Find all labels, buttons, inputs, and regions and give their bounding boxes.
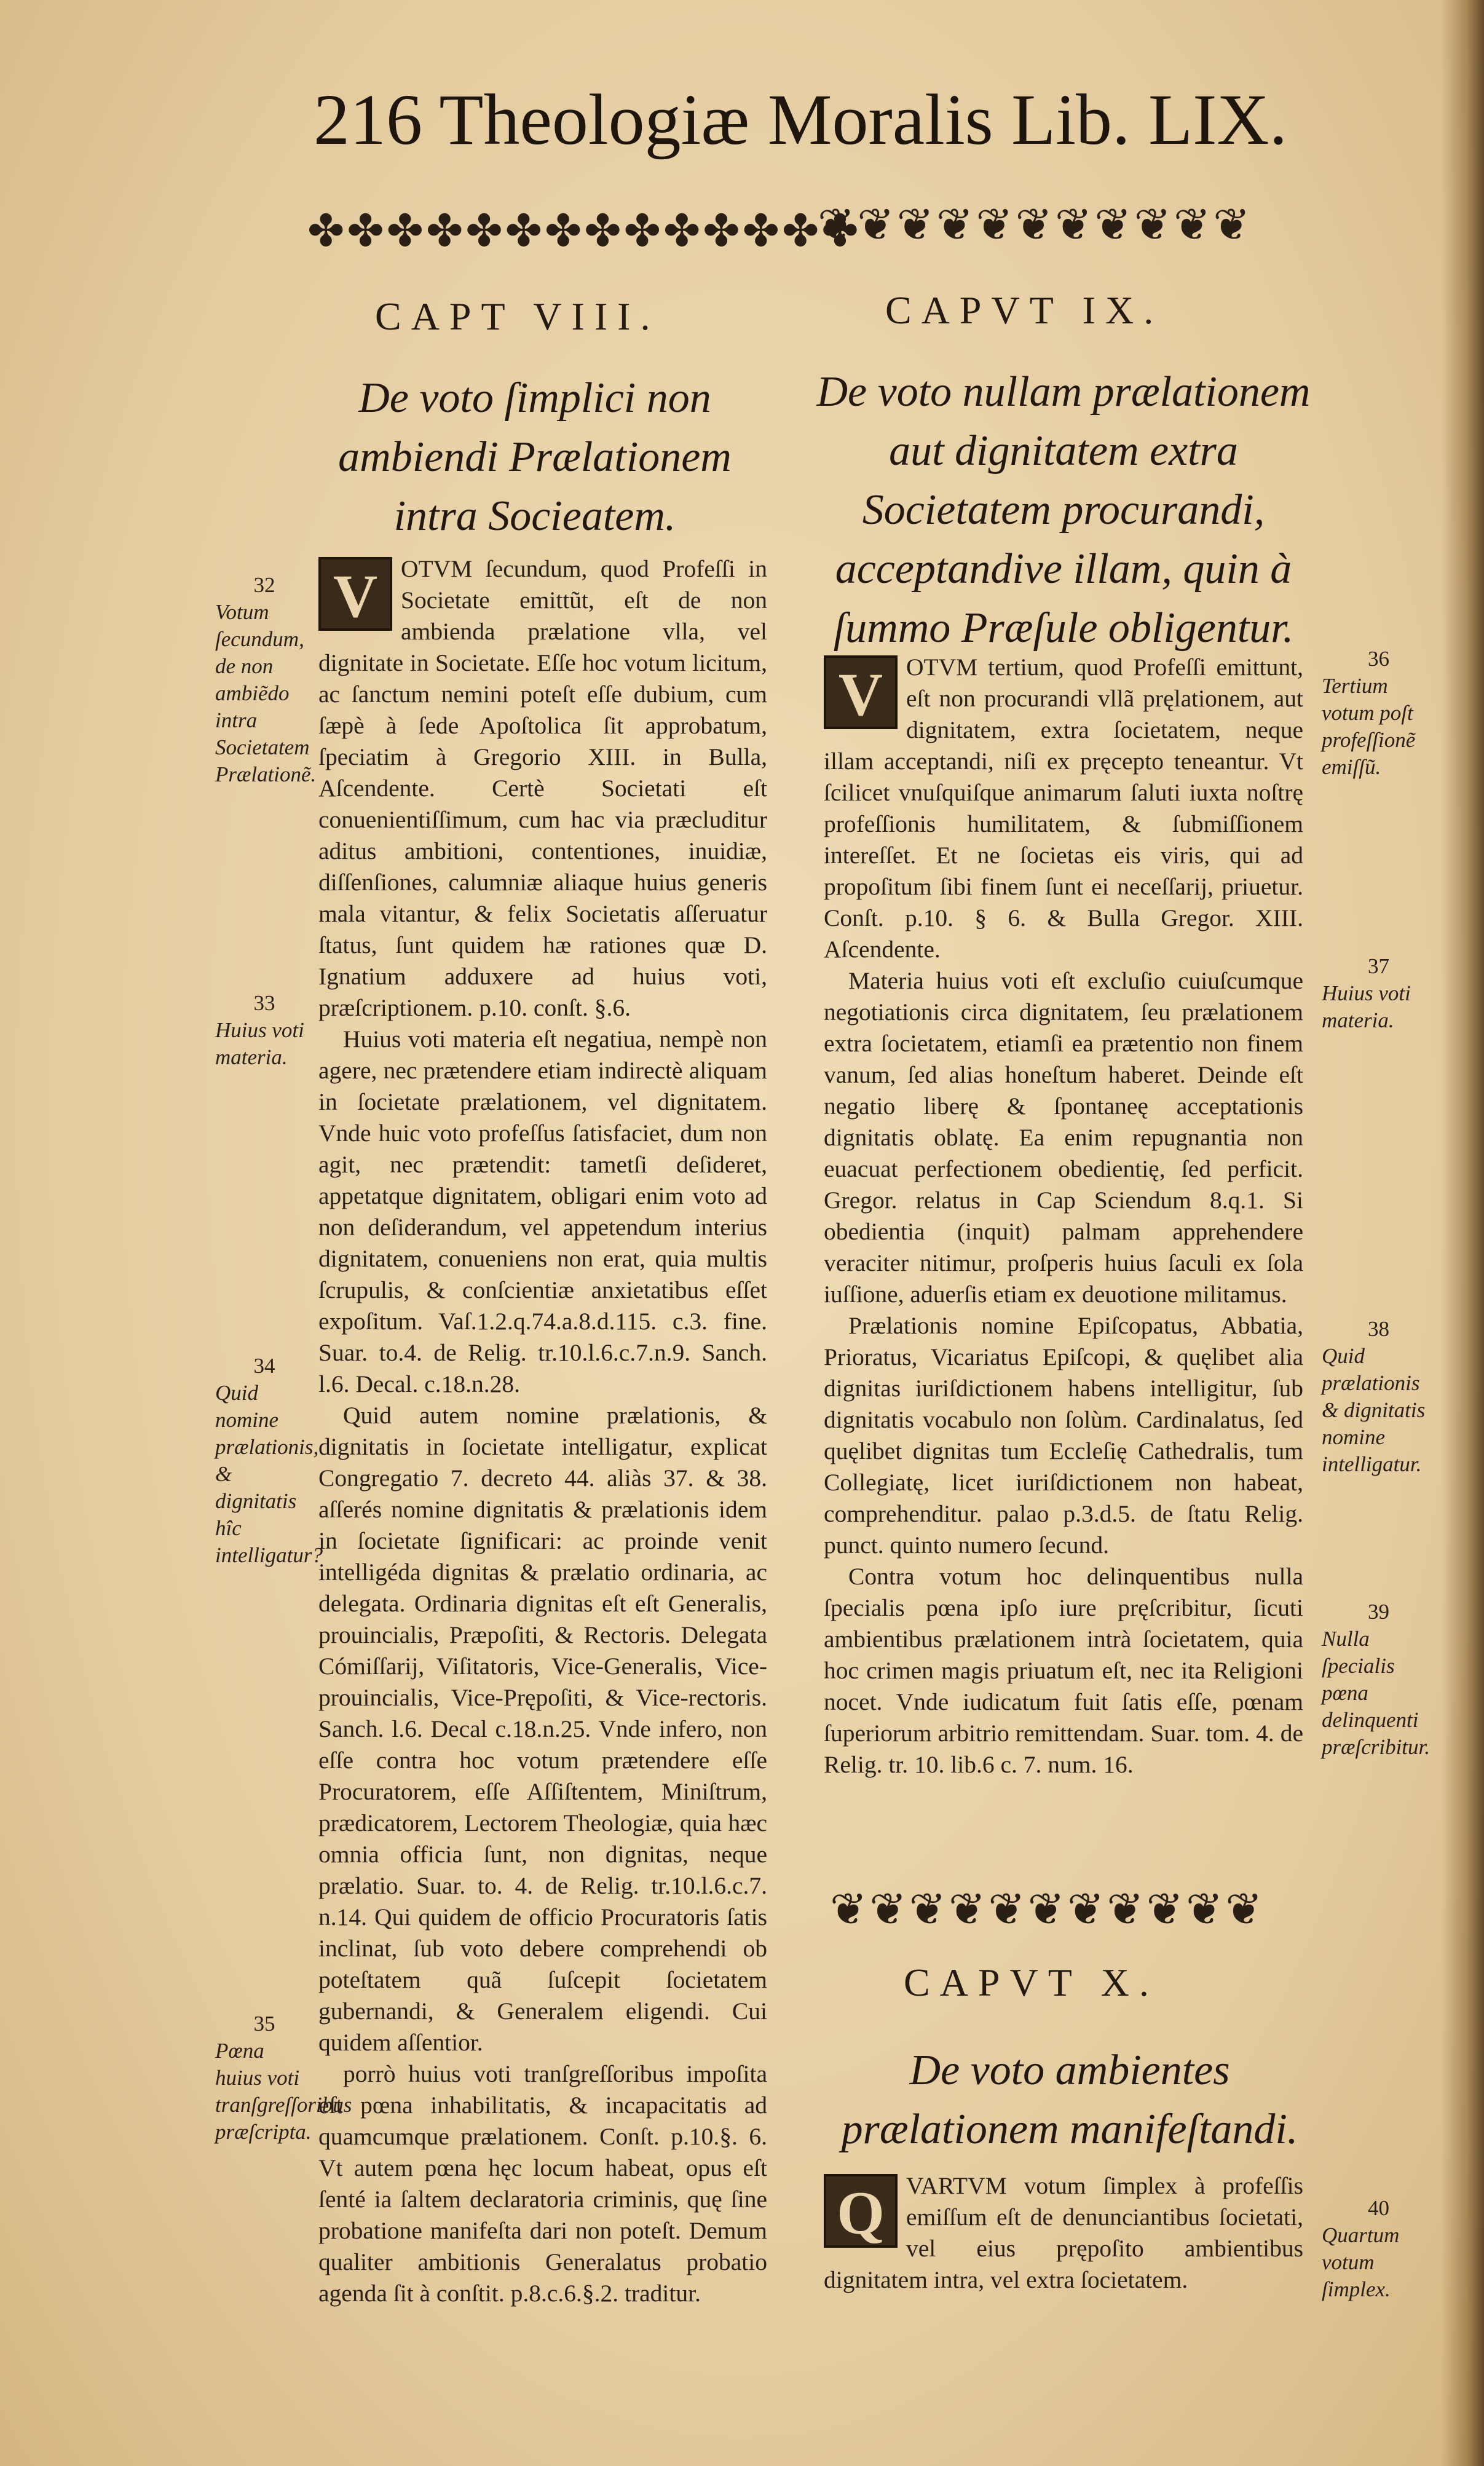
drop-cap-initial: Q — [824, 2174, 898, 2248]
margin-note-38: 38 Quid prælationis & dignitatis nomine intelligatur. — [1322, 1317, 1426, 1476]
chapter-10-subtitle: De voto ambientes prælationem manifeſtandi. — [841, 2047, 1298, 2153]
margin-note-33: 33 Huius voti materia. — [215, 991, 304, 1069]
chapter-10-body — [824, 2170, 1303, 2355]
drop-cap-initial: V — [318, 557, 392, 631]
chapter-9-paragraph: Contra votum hoc delinquentibus nulla ſpecialis pœna ipſo iure pręſcribitur, ſicuti ambientibus prælationem intrà ſocietatem, quia hoc crimen magis priuatum eſt, nec ita Religioni nocet. Vnde iudicatum fuit ſatis eſſe, pœnam ſuperiorum arbitrio remittendam. Suar. tom. 4. de Relig. tr. 10. lib.6 c. 7. num. 16. — [824, 1563, 1303, 1778]
chapter-9-paragraph: Prælationis nomine Epiſcopatus, Abbatia, Prioratus, Vicariatus Epiſcopi, & quęlibet alia dignitas iuriſdictionem habens intelligitur, ſub dignitatis vocabulo non ſolùm. Cardinalatus, ſed quęlibet dignitas tum Eccleſię Cathedralis, tum Collegiatę, licet iuriſdictionem non habeat, comprehenditur. palao p.3.d.5. de ſtatu Relig. punct. quinto numero ſecund. — [824, 1312, 1303, 1559]
margin-note-39: 39 Nulla ſpecialis pœna delinquenti præſcribitur. — [1322, 1600, 1431, 1759]
chapter-8-heading: CAPT VIII. — [375, 294, 660, 338]
chapter-8-body — [318, 553, 767, 2307]
ornament-band-right: ❦❦❦❦❦❦❦❦❦❦❦ — [818, 199, 1253, 250]
margin-note-32: 32 Votum ſecundum, de non ambiẽdo intra Societatem Prælationẽ. — [215, 573, 317, 786]
chapter-8-subtitle: De voto ſimplici non ambiendi Prælationem intra Socieatem. — [338, 374, 732, 540]
chapter-10-paragraph: Q VARTVM votum ſimplex à profeſſis emiſſum eſt de denunciantibus ſocietati, vel eius prępoſito ambientibus dignitatem intra, vel extra ſocietatem. — [824, 2172, 1303, 2293]
chapter-8-paragraph: V OTVM ſecundum, quod Profeſſi in Societate emittũt, eſt de non ambienda prælatione vlla, vel dignitate in Societate. Eſſe hoc votum licitum, ac ſanctum nemini poteſt eſſe dubium, cum ſæpè à ſede Apoſtolica ſit approbatum, ſpeciatim à Gregorio XIII. in Bulla, Aſcendente. Certè Societati eſt conuenientiſſimum, cum hac via præcluditur aditus ambitioni, contentiones, inuidiæ, diſſenſiones, calumniæ aliaque huius generis mala vitantur, & felix Societatis aſſeruatur ſtatus, ſunt quidem hæ rationes quæ D. Ignatium adduxere ad huius voti, præſcriptionem. p.10. conſt. §.6. — [318, 555, 767, 1021]
page-gutter-shadow — [1441, 0, 1484, 2466]
ornament-band-middle: ❦❦❦❦❦❦❦❦❦❦❦ — [830, 1883, 1265, 1935]
chapter-8-paragraph: Huius voti materia eſt negatiua, nempè non agere, nec prætendere etiam indirectè aliquam in ſocietate prælationem, vel dignitatem. Vnde huic voto profeſſus ſatisfaciet, dum non agit, nec prætendit: tametſi deſideret, appetatque dignitatem, obligari enim voto ad non deſiderandum, vel appetendum interius dignitatem, conueniens non erat, quia multis ſcrupulis, & conſcientiæ anxietatibus eſſet expoſitum. Vaſ.1.2.q.74.a.8.d.115. c.3. fine. Suar. to.4. de Relig. tr.10.l.6.c.7.n.9. Sanch. l.6. Decal. c.18.n.28. — [318, 1026, 767, 1397]
chapter-9-paragraph: Materia huius voti eſt excluſio cuiuſcumque negotiationis circa dignitatem, ſeu prælationem extra ſocietatem, etiamſi ea prætentio non finem vanum, ſed alias honeſtum haberet. Deinde eſt negatio liberę & ſpontaneę acceptationis dignitatis oblatę. Ea enim repugnantia non euacuat perfectionem obedientię, ſed perficit. Gregor. relatus in Cap Sciendum 8.q.1. Si obedientia (inquit) palmam apprehendere veraciter nitimur, proſperis huius ſaculi ex ſola iuſſione, aduerſis etiam ex deuotione militamus. — [824, 967, 1303, 1308]
chapter-8-paragraph: porrò huius voti tranſgreſſoribus impoſita eſt pœna inhabilitatis, & incapacitatis ad quamcumque prælationem. Conſt. p.10.§. 6. Vt autem pœna hęc locum habeat, opus eſt ſenté ia ſaltem declaratoria criminis, quę ſine probatione manifeſta dari non poteſt. Demum qualiter ambitionis Generalatus probatio agenda ſit à conſtit. p.8.c.6.§.2. traditur. — [318, 2060, 767, 2307]
margin-note-36: 36 Tertium votum poſt profeſſionẽ emiſſũ. — [1322, 647, 1416, 779]
ornament-band-left: ✤✤✤✤✤✤✤✤✤✤✤✤✤✤ — [307, 205, 861, 256]
chapter-9-heading: CAPVT IX. — [885, 288, 1164, 332]
chapter-9-body — [824, 652, 1303, 1857]
chapter-10-heading: CAPVT X. — [904, 1961, 1159, 2004]
margin-note-35: 35 Pœna huius voti tranſgreſſoribus præſcripta. — [215, 2012, 352, 2144]
margin-note-34: 34 Quid nomine prælationis, & dignitatis hîc intelligatur? — [215, 1354, 323, 1567]
chapter-9-paragraph: V OTVM tertium, quod Profeſſi emittunt, eſt non procurandi vllã pręlationem, aut dignitatem, extra ſocietatem, neque illam acceptandi, niſi ex pręcepto teneantur. Vt ſcilicet vnuſquiſque animarum ſaluti iuxta noſtrę profeſſionis humilitatem, & ſubmiſſionem intereſſet. Et ne ſocietas eis viris, qui ad propoſitum ſibi finem ſunt ei neceſſarij, priuetur. Conſt. p.10. § 6. & Bulla Gregor. XIII. Aſcendente. — [824, 654, 1303, 963]
chapter-9-subtitle: De voto nullam prælationem aut dignitatem extra Societatem procurandi, acceptandive illam, quin à ſummo Præſule obligentur. — [816, 368, 1311, 652]
chapter-8-paragraph: Quid autem nomine prælationis, & dignitatis in ſocietate intelligatur, explicat Congregatio 7. decreto 44. aliàs 37. & 38. aſſerés nomine dignitatis & prælationis idem in ſocietate ſignificari: ac proinde venit intelligéda dignitas & prælatio ordinaria, ac delegata. Ordinaria dignitas eſt eſt Generalis, prouincialis, Præpoſiti, & Rectoris. Delegata Cómiſſarij, Viſitatoris, Vice-Generalis, Vice-prouincialis, Vice-Prępoſiti, & Vice-rectoris. Sanch. l.6. Decal c.18.n.25. Vnde infero, non eſſe contra hoc votum prætendere eſſe Procuratorem, eſſe Aſſiſtentem, Miniſtrum, prædicatorem, Lectorem Theologiæ, quia hæc omnia officia ſunt, non dignitas, neque prælatio. Suar. to. 4. de Relig. tr.10.l.6.c.7. n.14. Qui quidem de officio Procuratoris ſatis inclinat, ſub voto debere comprehendi ob poteſtatem quã ſuſcepit ſocietatem gubernandi, & Generalem eligendi. Cui quidem aſſentior. — [318, 1402, 767, 2056]
drop-cap-initial: V — [824, 655, 898, 729]
running-head: 216 Theologiæ Moralis Lib. LIX. — [314, 79, 1288, 160]
margin-note-40: 40 Quartum votum ſimplex. — [1322, 2196, 1400, 2301]
margin-note-37: 37 Huius voti materia. — [1322, 954, 1411, 1032]
